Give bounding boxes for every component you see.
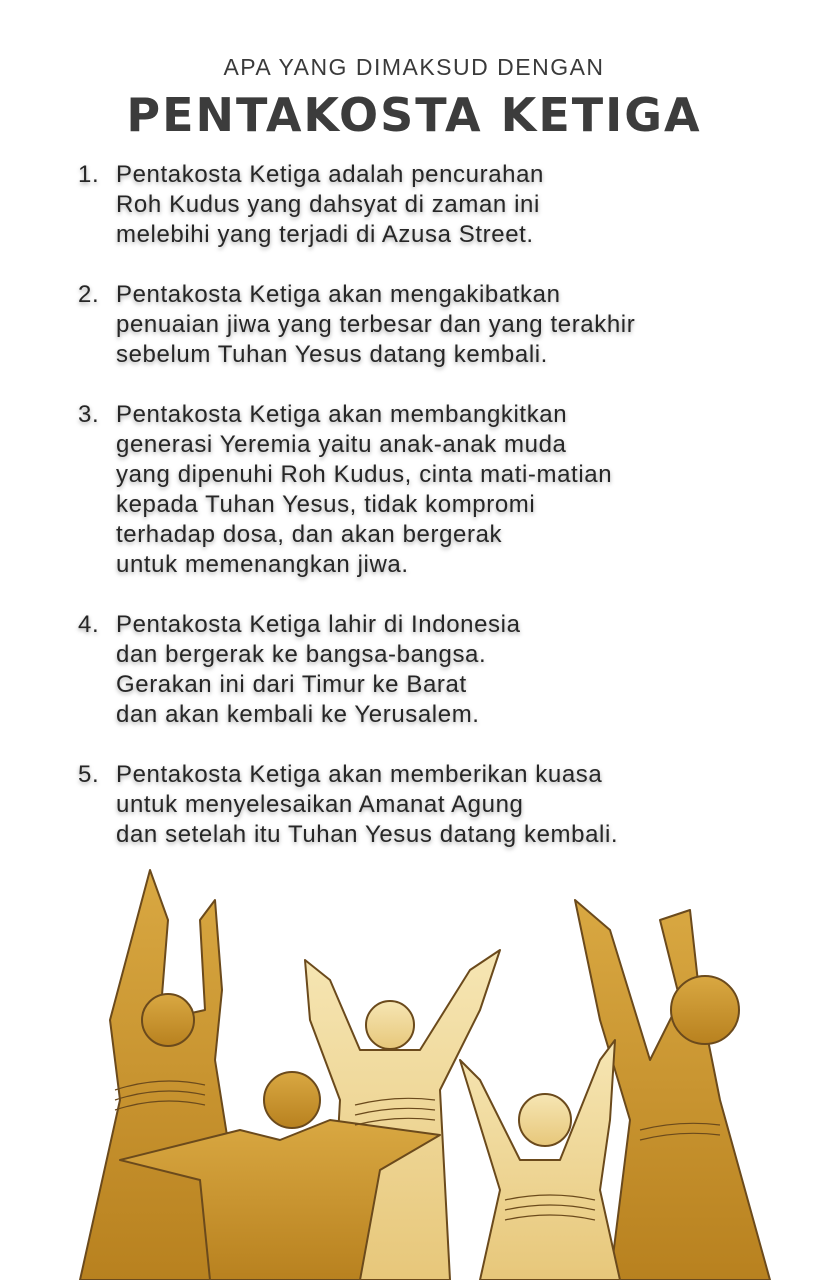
page-title: PENTAKOSTA KETIGA [126, 88, 702, 142]
item-text-line: dan bergerak ke bangsa-bangsa. [116, 641, 487, 668]
item-text-line: Pentakosta Ketiga akan memberikan kuasa [116, 761, 603, 788]
item-text-line: Gerakan ini dari Timur ke Barat [116, 671, 467, 698]
item-number: 1. [78, 161, 100, 188]
figure-front-right [460, 1040, 620, 1280]
item-text-line: Pentakosta Ketiga akan mengakibatkan [116, 281, 561, 308]
item-number: 4. [78, 611, 100, 638]
item-text-line: melebihi yang terjadi di Azusa Street. [116, 221, 534, 248]
item-text-line: penuaian jiwa yang terbesar dan yang terakhir [116, 311, 636, 338]
item-text-line: dan akan kembali ke Yerusalem. [116, 701, 480, 728]
item-text-line: Pentakosta Ketiga lahir di Indonesia [116, 611, 521, 638]
item-text-line: dan setelah itu Tuhan Yesus datang kembali. [116, 821, 619, 848]
list-item [0, 610, 828, 730]
points-list [0, 160, 828, 880]
worship-figures-illustration [0, 860, 828, 1280]
item-text-line: terhadap dosa, dan akan bergerak [116, 521, 503, 548]
list-item [0, 400, 828, 580]
figure-front-right-head [519, 1094, 571, 1146]
page-subtitle: APA YANG DIMAKSUD DENGAN [223, 54, 605, 80]
item-text-line: generasi Yeremia yaitu anak-anak muda [116, 431, 567, 458]
list-item [0, 760, 828, 850]
item-number: 3. [78, 401, 100, 428]
item-text-line: untuk memenangkan jiwa. [116, 551, 409, 578]
list-item [0, 280, 828, 370]
figure-center-head [366, 1001, 414, 1049]
figure-left-head [142, 994, 194, 1046]
item-text-line: untuk menyelesaikan Amanat Agung [116, 791, 524, 818]
item-text-line: kepada Tuhan Yesus, tidak kompromi [116, 491, 536, 518]
item-text-line: yang dipenuhi Roh Kudus, cinta mati-matian [116, 461, 613, 488]
item-text-line: Roh Kudus yang dahsyat di zaman ini [116, 191, 540, 218]
item-text-line: Pentakosta Ketiga akan membangkitkan [116, 401, 568, 428]
figure-front-left-head [264, 1072, 320, 1128]
item-text-line: Pentakosta Ketiga adalah pencurahan [116, 161, 544, 188]
item-number: 5. [78, 761, 100, 788]
list-item [0, 160, 828, 250]
item-text-line: sebelum Tuhan Yesus datang kembali. [116, 341, 548, 368]
figure-right-head [671, 976, 739, 1044]
item-number: 2. [78, 281, 100, 308]
